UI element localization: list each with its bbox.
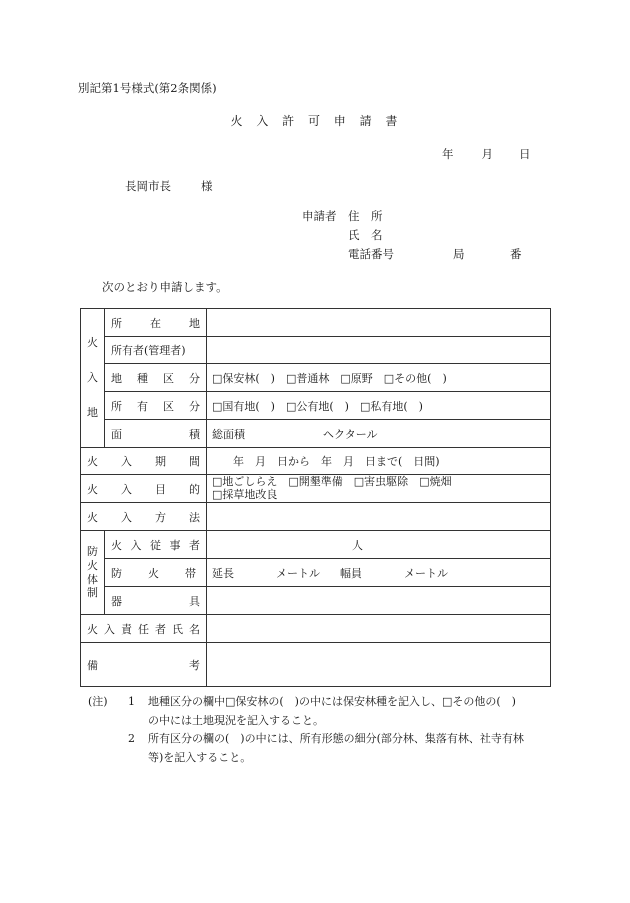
label-char: 的 <box>189 482 200 496</box>
address-label: 住 所 <box>348 209 383 223</box>
remarks-text <box>87 657 200 673</box>
firebreak-unit-2: メートル <box>404 566 448 580</box>
responsible-label <box>81 615 207 643</box>
label-char: 地 <box>111 371 122 385</box>
label-char: 従 <box>150 538 161 552</box>
ownership-category-text <box>111 398 200 414</box>
name-label: 氏 名 <box>348 228 383 242</box>
month-label: 月 <box>481 147 493 161</box>
phone-exchange-label: 局 <box>453 247 465 261</box>
ownership-category-label <box>105 392 207 420</box>
equipment-text <box>111 593 200 609</box>
date-line <box>442 146 531 162</box>
remarks-label <box>81 643 207 687</box>
purpose-text <box>87 481 200 497</box>
label-char: 器 <box>111 594 122 608</box>
area-field[interactable] <box>207 420 551 448</box>
firebreak-field[interactable] <box>207 559 551 587</box>
addressee-name: 長岡市長 <box>125 179 171 193</box>
label-char: 分 <box>189 399 200 413</box>
period-label <box>81 448 207 475</box>
phone-label: 電話番号 <box>348 247 394 261</box>
label-char: 任 <box>138 622 149 636</box>
purpose-line-1: □地ごしらえ □開墾準備 □害虫駆除 □焼畑 <box>212 474 452 488</box>
label-char: 名 <box>189 622 200 636</box>
label-char: 責 <box>121 622 132 636</box>
label-char: 入 <box>121 510 132 524</box>
group-fire-area-label: 火 入 地 <box>87 336 98 420</box>
note-2-number: 2 <box>128 732 135 745</box>
label-char: 火 <box>87 455 98 468</box>
location-field[interactable] <box>207 309 551 337</box>
method-label <box>81 503 207 531</box>
label-char: 氏 <box>172 622 183 636</box>
group-fire-prevention <box>81 531 105 615</box>
day-label: 日 <box>519 147 531 161</box>
notes <box>88 693 524 767</box>
label-char: 事 <box>169 538 181 552</box>
area-unit: ヘクタール <box>323 427 378 441</box>
intro-text: 次のとおり申請します。 <box>102 280 228 294</box>
phone-number-label: 番 <box>510 247 522 261</box>
location-label <box>105 309 207 337</box>
label-char: 方 <box>155 510 166 524</box>
label-char: 入 <box>121 455 132 468</box>
owner-text: 所有者(管理者) <box>111 344 186 357</box>
label-char: 者 <box>155 622 166 636</box>
label-char: 面 <box>111 427 122 441</box>
location-text <box>111 315 200 331</box>
label-char: 防 <box>111 566 122 580</box>
owner-field[interactable] <box>207 337 551 364</box>
period-field[interactable]: 年 月 日から 年 月 日まで( 日間) <box>207 448 551 475</box>
purpose-line-2: □採草地改良 <box>212 487 278 501</box>
label-char: 期 <box>155 455 166 468</box>
equipment-label <box>105 587 207 615</box>
equipment-field[interactable] <box>207 587 551 615</box>
responsible-text <box>87 621 200 637</box>
label-char: 目 <box>155 482 166 496</box>
label-char: 火 <box>87 622 98 636</box>
label-char: 入 <box>130 538 142 552</box>
purpose-label <box>81 475 207 503</box>
workers-text <box>111 537 200 553</box>
label-char: 積 <box>189 427 200 441</box>
workers-label <box>105 531 207 559</box>
label-char: 間 <box>189 455 200 468</box>
label-char: 所 <box>111 316 122 330</box>
area-prefix: 総面積 <box>212 427 245 441</box>
label-char: 法 <box>189 510 200 524</box>
note-1-number: 1 <box>128 695 135 708</box>
applicant-label: 申請者 <box>302 209 337 223</box>
year-label: 年 <box>442 147 454 161</box>
application-table <box>80 308 551 687</box>
label-char: 地 <box>189 316 200 330</box>
owner-label <box>105 337 207 364</box>
label-char: 火 <box>87 482 98 496</box>
firebreak-label <box>105 559 207 587</box>
firebreak-unit-1: メートル <box>276 566 320 580</box>
label-char: 入 <box>104 622 115 636</box>
label-char: 火 <box>148 566 159 580</box>
label-char: 火 <box>111 538 122 552</box>
label-char: 有 <box>137 399 148 413</box>
firebreak-length: 延長 <box>212 566 234 580</box>
note-2-line-1: 所有区分の欄の( )の中には、所有形態の細分(部分林、集落有林、社寺有林 <box>148 732 524 745</box>
document-title: 火 入 許 可 申 請 書 <box>230 114 400 128</box>
group-fire-area <box>81 309 105 448</box>
group-fire-prevention-label: 防 火 体 制 <box>87 545 98 600</box>
area-label <box>105 420 207 448</box>
note-2-line-2: 等)を記入すること。 <box>148 750 252 764</box>
method-field[interactable] <box>207 503 551 531</box>
workers-field[interactable] <box>207 531 551 559</box>
form-label: 別記第1号様式(第2条関係) <box>78 81 217 95</box>
label-char: 者 <box>189 538 200 552</box>
label-char: 考 <box>189 658 200 672</box>
land-category-text <box>111 370 200 386</box>
label-char: 分 <box>189 371 200 385</box>
note-1-line-2: の中には土地現況を記入すること。 <box>148 713 324 727</box>
label-char: 区 <box>163 399 174 413</box>
workers-unit: 人 <box>352 538 363 552</box>
label-char: 区 <box>163 371 174 385</box>
label-char: 種 <box>137 371 148 385</box>
land-category-options[interactable]: □保安林( ) □普通林 □原野 □その他( ) <box>207 364 551 392</box>
period-text <box>87 453 200 469</box>
label-char: 備 <box>87 658 98 672</box>
label-char: 入 <box>121 482 132 496</box>
label-char: 火 <box>87 510 98 524</box>
firebreak-width: 幅員 <box>340 566 362 580</box>
notes-head: (注) <box>88 695 108 708</box>
method-text <box>87 509 200 525</box>
addressee <box>125 178 213 194</box>
responsible-field[interactable] <box>207 615 551 643</box>
note-1-line-1: 地種区分の欄中□保安林の( )の中には保安林種を記入し、□その他の( ) <box>148 695 516 708</box>
ownership-category-options[interactable]: □国有地( ) □公有地( ) □私有地( ) <box>207 392 551 420</box>
addressee-suffix: 様 <box>201 179 213 193</box>
label-char: 所 <box>111 399 122 413</box>
purpose-options[interactable] <box>207 475 551 503</box>
remarks-field[interactable] <box>207 643 551 687</box>
label-char: 在 <box>150 316 161 330</box>
area-text <box>111 426 200 442</box>
label-char: 帯 <box>185 566 196 580</box>
label-char: 具 <box>189 594 200 608</box>
firebreak-text <box>111 565 200 581</box>
land-category-label <box>105 364 207 392</box>
